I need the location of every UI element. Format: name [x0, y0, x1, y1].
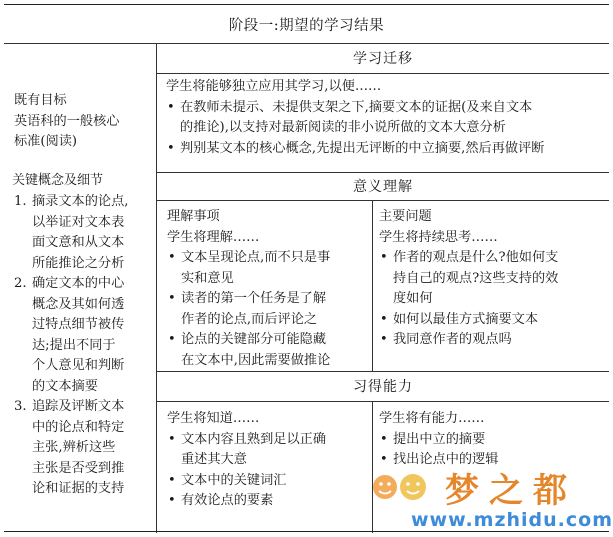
meaning-center-divider [372, 200, 373, 371]
transfer-content [166, 77, 606, 159]
item-line: 概念及其如何透 [32, 296, 125, 312]
item-line: 所能推论之分析 [32, 255, 125, 271]
watermark-name: 梦之都 [445, 471, 577, 511]
item-line: 度如何 [393, 291, 433, 306]
list-item [379, 430, 607, 451]
item-line: 实和意见 [181, 270, 234, 286]
item-line: 重述其大意 [181, 452, 247, 467]
item-line: 过特点细节被传 [32, 317, 125, 332]
list-item [166, 139, 606, 160]
transfer-list [166, 98, 606, 160]
acquisition-heading: 习得能力 [353, 379, 413, 395]
list-item [167, 289, 370, 330]
understandings-title: 理解事项 [167, 209, 220, 224]
questions-list [379, 248, 607, 351]
list-item [167, 330, 370, 371]
transfer-heading-divider [156, 73, 609, 74]
transfer-heading: 学习迁移 [353, 51, 413, 67]
understandings-intro: 学生将理解…… [167, 229, 260, 245]
item-number: 2. [14, 276, 27, 291]
established-goals-title: 既有目标 [14, 93, 67, 108]
knowledge-intro: 学生将知道…… [167, 411, 260, 426]
item-line: 在文本中,因此需要做推论 [181, 352, 331, 368]
list-item [166, 98, 606, 139]
list-item [167, 248, 370, 289]
item-line: • 文本内容且熟到足以正确 [181, 431, 327, 447]
acquisition-heading-divider [156, 401, 609, 402]
skills-intro: 学生将有能力…… [379, 411, 485, 426]
item-line: 持自己的观点?这些支持的效 [393, 270, 559, 286]
list-item [12, 192, 156, 274]
item-line: 的文本摘要 [32, 378, 98, 394]
list-item [12, 274, 156, 397]
item-line: 追踪及评断文本 [32, 399, 125, 414]
item-line: 达;提出不同于 [32, 337, 116, 353]
site-watermark [371, 463, 613, 533]
key-concepts-list [12, 192, 156, 500]
list-item [379, 330, 607, 351]
questions-title: 主要问题 [379, 209, 432, 224]
meaning-heading: 意义理解 [353, 179, 413, 195]
item-line: • 作者的观点是什么?他如何支 [393, 250, 559, 265]
item-line: 面文意和从文本 [32, 235, 125, 250]
item-line: 个人意见和判断 [32, 358, 125, 373]
watermark-logo-icon [371, 467, 441, 507]
item-line: • 读者的第一个任务是了解 [181, 291, 327, 306]
list-item [167, 471, 370, 492]
watermark-url: www.mzhidu.com [411, 509, 613, 531]
list-item [167, 491, 370, 512]
key-concepts-title: 关键概念及细节 [12, 173, 104, 188]
skills [379, 409, 607, 471]
item-line: • 文本中的关键词汇 [181, 472, 287, 488]
item-line: 确定文本的中心 [32, 276, 125, 291]
list-item [167, 430, 370, 471]
understandings-list [167, 248, 370, 371]
key-concepts [12, 171, 156, 500]
knowledge [167, 409, 370, 512]
item-line: 摘录文本的论点, [32, 194, 129, 209]
item-number: 1. [14, 194, 27, 209]
item-line: 中的论点和特定 [32, 419, 125, 435]
item-line: • 提出中立的摘要 [393, 431, 486, 447]
understandings [167, 207, 370, 371]
item-line: 论和证据的支持 [32, 481, 125, 496]
item-line: 主张,辨析这些 [32, 440, 116, 455]
meaning-heading-divider [156, 200, 609, 201]
item-line: 主张是否受到推 [32, 460, 125, 476]
essential-questions [379, 207, 607, 351]
item-line: • 我同意作者的观点吗 [393, 332, 512, 347]
item-line: • 判别某文本的核心概念,先提出无评断的中立摘要,然后再做评断 [180, 140, 545, 156]
item-line: 的推论),以支持对最新阅读的非小说所做的文本大意分析 [180, 120, 506, 135]
item-line: 以举证对文本表 [32, 214, 125, 230]
item-line: • 如何以最佳方式摘要文本 [393, 311, 539, 327]
left-column-divider [156, 43, 157, 533]
item-number: 3. [14, 399, 27, 414]
item-line: • 论点的关键部分可能隐藏 [181, 332, 327, 347]
list-item [379, 310, 607, 331]
questions-intro: 学生将持续思考…… [379, 229, 498, 245]
page-title: 阶段一:期望的学习结果 [228, 17, 385, 34]
established-goals-line: 标准(阅读) [14, 134, 78, 149]
stage-one-table [4, 4, 609, 532]
established-goals-line: 英语科的一般核心 [14, 113, 120, 129]
knowledge-list [167, 430, 370, 512]
item-line: • 有效论点的要素 [181, 493, 274, 508]
item-line: • 在教师未提示、未提供支架之下,摘要文本的证据(及来自文本 [180, 99, 533, 115]
list-item [12, 397, 156, 500]
item-line: • 找出论点中的逻辑 [393, 452, 499, 467]
item-line: 作者的论点,而后评论之 [181, 311, 318, 327]
list-item [379, 248, 607, 310]
item-line: • 文本呈现论点,而不只是事 [181, 250, 331, 265]
transfer-intro: 学生将能够独立应用其学习,以便…… [166, 79, 382, 94]
established-goals [14, 91, 154, 153]
